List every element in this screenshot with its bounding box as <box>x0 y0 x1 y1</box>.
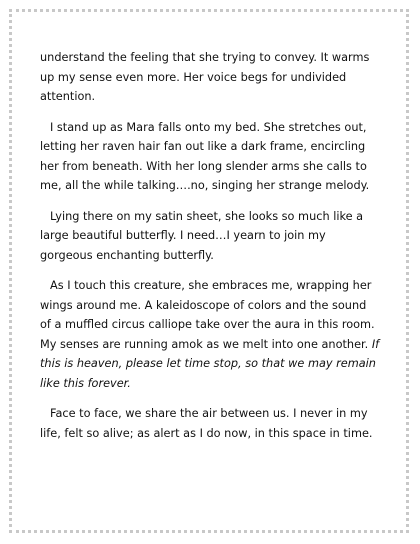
paragraph-4-italic-text: If this is heaven, please let time stop, so that we may remain like this forever. <box>40 337 380 390</box>
paragraph-4 <box>40 276 380 393</box>
paragraph-3: Lying there on my satin sheet, she looks so much like a large beautiful butterfly. I need…I yearn to join my gorgeous enchanting butterfly. <box>40 209 364 262</box>
paragraph-4-text: As I touch this creature, she embraces me, wrapping her wings around me. A kaleidoscope of colors and the sound of a muffled circus calliope take over the aura in this room. My senses are running amok as we melt into one another. <box>40 279 375 351</box>
paragraph-2: I stand up as Mara falls onto my bed. She stretches out, letting her raven hair fan out like a dark frame, encircling her from beneath. With her long slender arms she calls to me, all the while talking….no, singing her strange melody. <box>40 120 370 192</box>
paragraph-5: Face to face, we share the air between us. I never in my life, felt so alive; as alert as I do now, in this space in time. <box>40 407 373 440</box>
paragraph-1: understand the feeling that she trying to convey. It warms up my sense even more. Her voice begs for undivided attention. <box>40 51 370 103</box>
page-body <box>40 48 380 454</box>
